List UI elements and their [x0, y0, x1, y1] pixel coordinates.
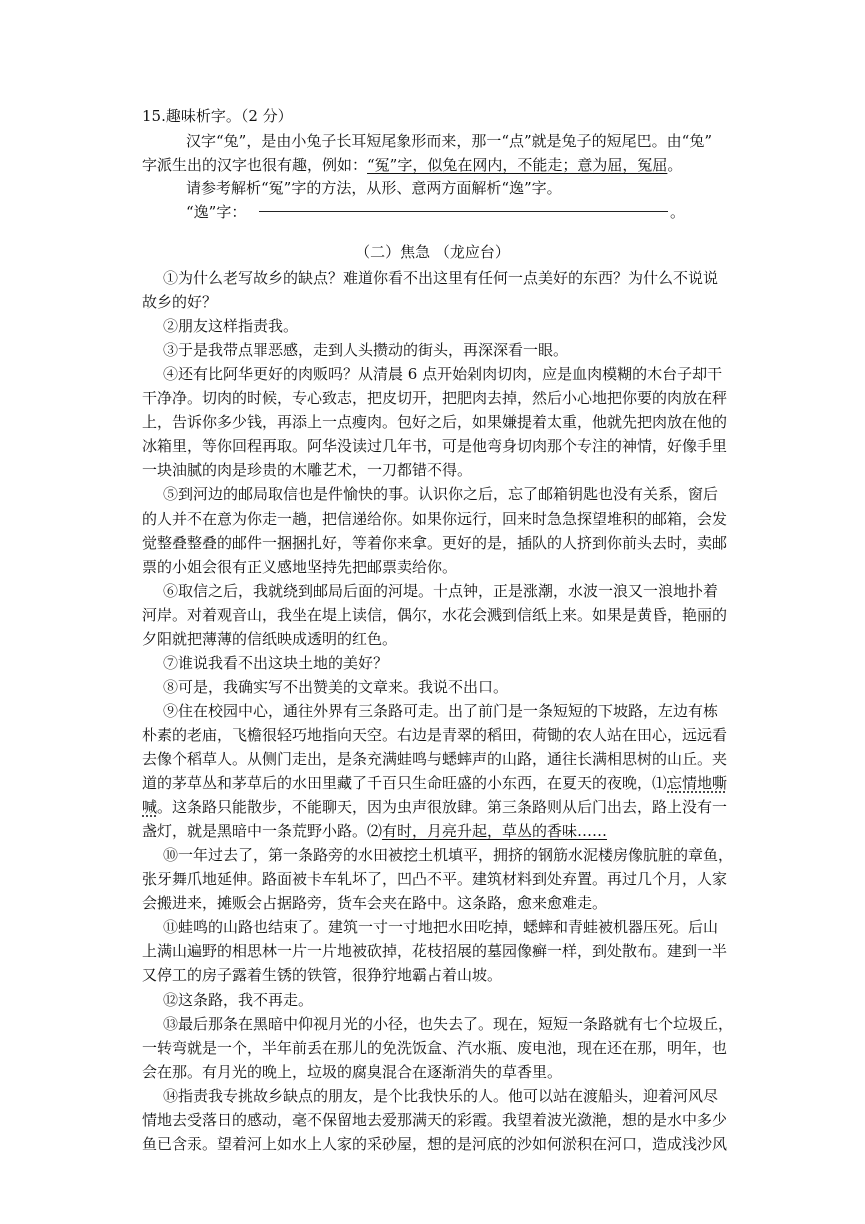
- article-line: 朴素的老庙，飞檐很轻巧地指向天空。右边是青翠的稻田，荷锄的农人站在田心，远远看: [142, 726, 728, 744]
- article-line: ⑨住在校园中心，通往外界有三条路可走。出了前门是一条短短的下坡路，左边有栋: [163, 702, 719, 720]
- article-line: 的人并不在意为你走一趟，把信递给你。如果你远行，回来时急急探望堆积的邮箱，会发: [142, 510, 728, 528]
- article-line: 盏灯，就是黑暗中一条荒野小路。⑵有时，月亮升起，草丛的香味……: [142, 822, 608, 840]
- article-line: 张牙舞爪地延伸。路面被卡车轧坏了，凹凸不平。建筑材料到处弃置。再过几个月，人家: [142, 870, 728, 888]
- example-end: 。: [667, 156, 683, 174]
- article-line: 情地去受落日的感动，毫不保留地去爱那满天的彩霞。我望着波光潋滟，想的是水中多少: [142, 1111, 728, 1129]
- article-line: 夕阳就把薄薄的信纸映成透明的红色。: [142, 630, 398, 648]
- article-line: 觉整叠整叠的邮件一捆捆扎好，等着你来拿。更好的是，插队的人挤到你前头去时，卖邮: [142, 534, 728, 552]
- article-line: 冰箱里，等你回程再取。阿华没读过几年书，可是他弯身切肉那个专注的神情，好像手里: [142, 437, 728, 455]
- question-15-intro-line-2: [142, 155, 682, 175]
- article-line: 一块油腻的肉是珍贵的木雕艺术，一刀都错不得。: [142, 461, 473, 479]
- article-line: 上满山遍野的相思林一片一片地被砍掉，花枝招展的墓园像癣一样，到处散布。建到一半: [142, 942, 728, 960]
- article-line: ⑦谁说我看不出这块土地的美好？: [163, 654, 389, 672]
- question-15-intro-line-1: 汉字“兔”，是由小兔子长耳短尾象形而来，那一“点”就是兔子的短尾巴。由“兔”: [186, 132, 713, 150]
- article-line: 会搬进来，摊贩会占据路旁，货车会夹在路中。这条路，愈来愈难走。: [142, 894, 608, 912]
- article-line: 河岸。对着观音山，我坐在堤上读信，偶尔，水花会溅到信纸上来。如果是黄昏，艳丽的: [142, 606, 728, 624]
- article-line: ⑬最后那条在黑暗中仰视月光的小径，也失去了。现在，短短一条路就有七个垃圾丘，: [163, 1015, 734, 1033]
- article-line: ②朋友这样指责我。: [163, 317, 299, 335]
- article-line: 喊。这条路只能散步，不能聊天，因为虫声很放肆。第三条路则从后门出去，路上没有一: [142, 798, 728, 816]
- article-line: 上，告诉你多少钱，再添上一点瘦肉。包好之后，如果嫌提着太重，他就先把肉放在他的: [142, 413, 728, 431]
- article-line: ⑭指责我专挑故乡缺点的朋友，是个比我快乐的人。他可以站在渡船头，迎着河风尽: [163, 1087, 719, 1105]
- example-underlined: “冤”字，似兔在网内，不能走；意为屈，冤屈: [367, 156, 668, 174]
- article-line: ⑥取信之后，我就绕到邮局后面的河堤。十点钟，正是涨潮，水波一浪又一浪地扑着: [163, 582, 719, 600]
- article-line: 干净净。切肉的时候，专心致志，把皮切开，把肥肉去掉，然后小心地把你要的肉放在秤: [142, 389, 728, 407]
- article-line: ⑪蛙鸣的山路也结束了。建筑一寸一寸地把水田吃掉，蟋蟀和青蛙被机器压死。后山: [163, 918, 719, 936]
- article-line: ⑤到河边的邮局取信也是件愉快的事。认识你之后，忘了邮箱钥匙也没有关系，窗后: [163, 485, 719, 503]
- article-line: ⑧可是，我确实写不出赞美的文章来。我说不出口。: [163, 678, 509, 696]
- article-line: 故乡的好？: [142, 293, 218, 311]
- answer-blank[interactable]: [259, 211, 668, 212]
- answer-label: “逸”字：: [186, 203, 247, 221]
- article-line: 去像个稻草人。从侧门走出，是条充满蛙鸣与蟋蟀声的山路，通往长满相思树的山丘。夹: [142, 750, 728, 768]
- article-line: 会在那。有月光的晚上，垃圾的腐臭混合在逐渐消失的草香里。: [142, 1063, 563, 1081]
- article-line: ③于是我带点罪恶感，走到人头攒动的街头，再深深看一眼。: [163, 341, 569, 359]
- example-lead: 字派生出的汉字也很有趣，例如：: [142, 156, 368, 174]
- article-line: 票的小姐会很有正义感地坚持先把邮票卖给你。: [142, 558, 458, 576]
- answer-end: 。: [670, 203, 686, 221]
- article-line: ⑫这条路，我不再走。: [163, 991, 314, 1009]
- article-line: 一转弯就是一个，半年前丢在那儿的免洗饭盒、汽水瓶、废电池，现在还在那，明年，也: [142, 1039, 728, 1057]
- article-line: 又停工的房子露着生锈的铁管，很狰狞地霸占着山坡。: [142, 966, 503, 984]
- article-line: ①为什么老写故乡的缺点？难道你看不出这里有任何一点美好的东西？为什么不说说: [163, 269, 719, 287]
- article-line: 道的茅草丛和茅草后的水田里藏了千百只生命旺盛的小东西，在夏天的夜晚，⑴忘情地嘶: [142, 774, 728, 792]
- article-line: ④还有比阿华更好的肉贩吗？从清晨 6 点开始剁肉切肉，应是血肉模糊的木台子却干: [163, 365, 723, 383]
- article-heading: （二）焦急 （龙应台）: [355, 243, 510, 261]
- article-line: ⑩一年过去了，第一条路旁的水田被挖土机填平，拥挤的钢筋水泥楼房像肮脏的章鱼，: [163, 846, 734, 864]
- question-15-instruction: 请参考解析“冤”字的方法，从形、意两方面解析“逸”字。: [186, 179, 562, 197]
- question-15-title: 15.趣味析字。（2 分）: [142, 107, 293, 125]
- article-line: 鱼已含汞。望着河上如水上人家的采砂屋，想的是河底的沙如何淤积在河口，造成浅沙风: [142, 1135, 728, 1153]
